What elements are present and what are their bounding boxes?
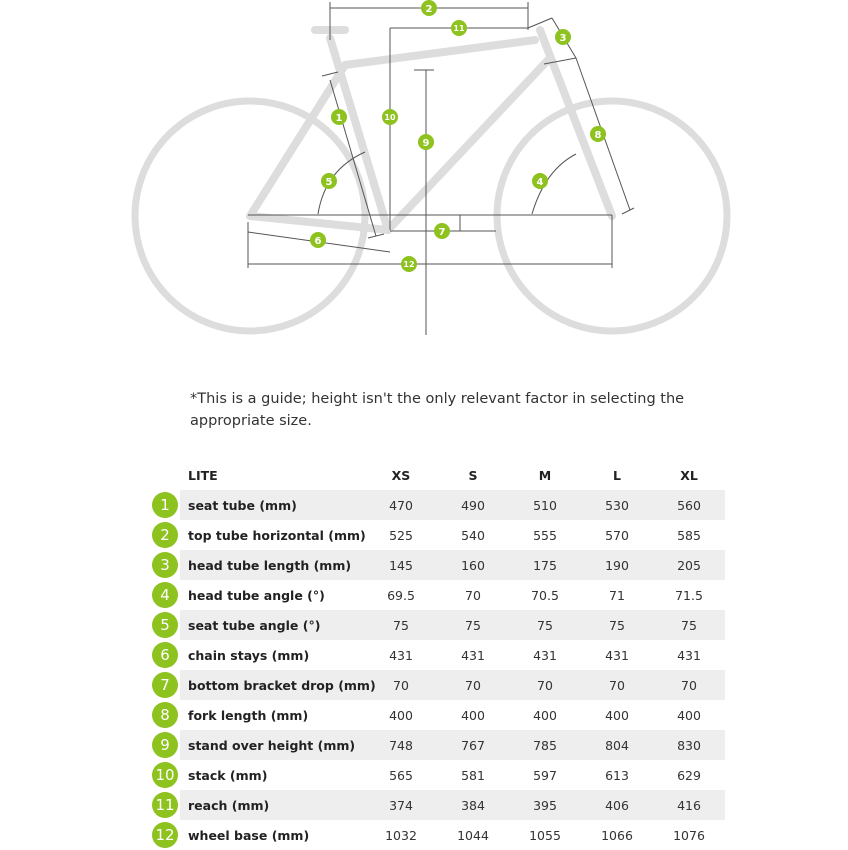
row-value: 70 <box>465 587 481 603</box>
row-value: 530 <box>581 490 653 520</box>
row-value: 431 <box>461 647 485 663</box>
table-row <box>150 730 725 760</box>
table-row <box>150 760 725 790</box>
row-value: 470 <box>365 490 437 520</box>
marker-12 <box>401 256 417 272</box>
row-value: 75 <box>581 610 653 640</box>
marker-9 <box>418 134 434 150</box>
row-value: 69.5 <box>387 587 415 603</box>
table-row <box>150 610 725 640</box>
svg-text:6: 6 <box>314 236 322 247</box>
geometry-table <box>150 460 725 850</box>
row-number-badge <box>150 760 180 790</box>
row-number-badge <box>150 490 180 520</box>
row-value: 585 <box>677 527 701 543</box>
svg-text:3: 3 <box>559 33 567 44</box>
size-header: L <box>613 467 621 483</box>
marker-8 <box>590 126 606 142</box>
row-number: 1 <box>152 492 178 518</box>
svg-text:12: 12 <box>403 260 415 269</box>
row-value: 384 <box>437 790 509 820</box>
row-value: 570 <box>605 527 629 543</box>
row-value: 748 <box>365 730 437 760</box>
row-number: 4 <box>152 582 178 608</box>
row-value: 71.5 <box>675 587 703 603</box>
table-row <box>150 580 725 610</box>
row-value: 1032 <box>385 827 417 843</box>
row-number-badge <box>150 820 180 850</box>
row-label: fork length (mm) <box>188 707 309 723</box>
row-number: 6 <box>152 642 178 668</box>
row-value: 581 <box>461 767 485 783</box>
row-number: 9 <box>152 732 178 758</box>
row-value: 785 <box>509 730 581 760</box>
table-row <box>150 550 725 580</box>
svg-text:1: 1 <box>335 113 343 124</box>
row-value: 395 <box>509 790 581 820</box>
marker-4 <box>532 173 548 189</box>
svg-text:8: 8 <box>594 130 602 141</box>
table-row <box>150 520 725 550</box>
row-label: seat tube (mm) <box>180 490 365 520</box>
row-number: 11 <box>152 792 178 818</box>
row-value: 400 <box>533 707 557 723</box>
row-number: 5 <box>152 612 178 638</box>
row-number-badge <box>150 550 180 580</box>
row-value: 70.5 <box>531 587 559 603</box>
svg-text:11: 11 <box>453 24 465 33</box>
row-number: 10 <box>152 762 178 788</box>
row-value: 525 <box>389 527 413 543</box>
marker-3 <box>555 29 571 45</box>
row-value: 190 <box>581 550 653 580</box>
row-value: 70 <box>509 670 581 700</box>
row-value: 431 <box>389 647 413 663</box>
row-value: 70 <box>581 670 653 700</box>
svg-text:7: 7 <box>438 227 446 238</box>
row-value: 75 <box>509 610 581 640</box>
svg-text:4: 4 <box>536 177 544 188</box>
row-number: 12 <box>152 822 178 848</box>
row-value: 175 <box>509 550 581 580</box>
row-label: bottom bracket drop (mm) <box>180 670 365 700</box>
row-value: 540 <box>461 527 485 543</box>
row-number-badge <box>150 520 180 550</box>
row-value: 490 <box>437 490 509 520</box>
row-value: 75 <box>437 610 509 640</box>
table-row <box>150 640 725 670</box>
row-value: 400 <box>605 707 629 723</box>
row-value: 160 <box>437 550 509 580</box>
row-value: 1044 <box>457 827 489 843</box>
row-label: reach (mm) <box>180 790 365 820</box>
svg-text:9: 9 <box>422 138 430 149</box>
size-header: XS <box>391 467 411 483</box>
svg-text:10: 10 <box>384 113 396 122</box>
bike-geometry-diagram <box>0 0 848 360</box>
model-name: LITE <box>188 467 218 483</box>
row-value: 1055 <box>529 827 561 843</box>
size-header: XL <box>680 467 698 483</box>
row-value: 804 <box>581 730 653 760</box>
row-number-badge <box>150 700 180 730</box>
svg-text:5: 5 <box>325 177 333 188</box>
row-number-badge <box>150 580 180 610</box>
row-value: 431 <box>605 647 629 663</box>
row-label: stack (mm) <box>188 767 268 783</box>
marker-7 <box>434 223 450 239</box>
marker-10 <box>382 109 398 125</box>
row-label: stand over height (mm) <box>180 730 365 760</box>
table-row <box>150 700 725 730</box>
row-label: seat tube angle (°) <box>180 610 365 640</box>
row-value: 70 <box>653 670 725 700</box>
size-guide-note: *This is a guide; height isn't the only relevant factor in selecting the appropriate size. <box>190 391 685 429</box>
table-row <box>150 490 725 520</box>
row-value: 767 <box>437 730 509 760</box>
row-value: 374 <box>365 790 437 820</box>
table-row <box>150 790 725 820</box>
row-number: 8 <box>152 702 178 728</box>
row-value: 70 <box>365 670 437 700</box>
row-value: 1066 <box>601 827 633 843</box>
marker-11 <box>451 20 467 36</box>
row-number-badge <box>150 610 180 640</box>
row-number: 7 <box>152 672 178 698</box>
marker-5 <box>321 173 337 189</box>
row-value: 71 <box>609 587 625 603</box>
row-number: 2 <box>152 522 178 548</box>
row-value: 830 <box>653 730 725 760</box>
table-row <box>150 670 725 700</box>
header-spacer <box>150 460 180 490</box>
row-number: 3 <box>152 552 178 578</box>
row-value: 400 <box>677 707 701 723</box>
row-value: 555 <box>533 527 557 543</box>
row-value: 613 <box>605 767 629 783</box>
marker-1 <box>331 109 347 125</box>
row-value: 406 <box>581 790 653 820</box>
row-value: 629 <box>677 767 701 783</box>
row-number-badge <box>150 640 180 670</box>
row-value: 400 <box>461 707 485 723</box>
row-value: 565 <box>389 767 413 783</box>
row-value: 205 <box>653 550 725 580</box>
marker-2 <box>421 0 437 16</box>
row-value: 400 <box>389 707 413 723</box>
row-label: head tube angle (°) <box>188 587 325 603</box>
row-value: 75 <box>365 610 437 640</box>
row-label: chain stays (mm) <box>188 647 310 663</box>
row-number-badge <box>150 730 180 760</box>
row-label: wheel base (mm) <box>188 827 310 843</box>
size-header: M <box>538 467 552 483</box>
marker-6 <box>310 232 326 248</box>
table-row <box>150 820 725 850</box>
row-value: 560 <box>653 490 725 520</box>
row-number-badge <box>150 790 180 820</box>
row-value: 431 <box>533 647 557 663</box>
table-header-row <box>150 460 725 490</box>
row-label: head tube length (mm) <box>180 550 365 580</box>
row-value: 145 <box>365 550 437 580</box>
row-value: 510 <box>509 490 581 520</box>
row-value: 70 <box>437 670 509 700</box>
row-value: 416 <box>653 790 725 820</box>
row-label: top tube horizontal (mm) <box>188 527 366 543</box>
row-value: 75 <box>653 610 725 640</box>
row-number-badge <box>150 670 180 700</box>
size-header: S <box>468 467 478 483</box>
row-value: 597 <box>533 767 557 783</box>
svg-text:2: 2 <box>425 4 433 15</box>
row-value: 431 <box>677 647 701 663</box>
row-value: 1076 <box>673 827 705 843</box>
bike-frame <box>250 30 612 230</box>
